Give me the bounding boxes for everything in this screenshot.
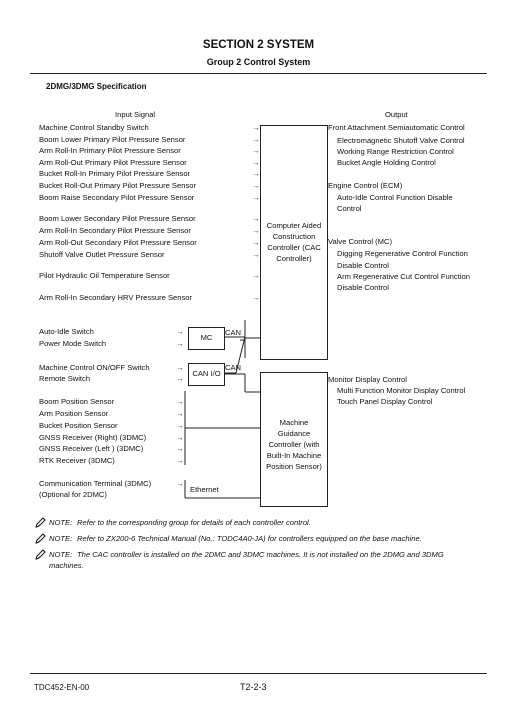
guidance-label-3: Controller (with bbox=[268, 440, 320, 449]
input-signal: Arm Position Sensor bbox=[39, 409, 109, 418]
spec-heading: 2DMG/3DMG Specification bbox=[46, 82, 147, 91]
input-signal: Pilot Hydraulic Oil Temperature Sensor bbox=[39, 271, 170, 280]
input-signal: Machine Control ON/OFF Switch bbox=[39, 363, 150, 372]
note-text: Refer to ZX200-6 Technical Manual (No.: TODC4A0-JA) for controllers equipped on the base machine. bbox=[77, 534, 422, 543]
input-column-header: Input Signal bbox=[115, 110, 156, 119]
arrow-glyph: → bbox=[176, 409, 184, 418]
pencil-note-icon bbox=[34, 548, 46, 560]
ethernet-label: Ethernet bbox=[190, 485, 219, 494]
note-text: Refer to the corresponding group for details of each controller control. bbox=[77, 518, 311, 527]
can-label-2: CAN bbox=[225, 363, 242, 372]
input-signal: Machine Control Standby Switch bbox=[39, 123, 149, 132]
output-item: Monitor Display Control bbox=[328, 375, 407, 384]
group-title: Group 2 Control System bbox=[206, 57, 311, 67]
output-item: Engine Control (ECM) bbox=[328, 181, 403, 190]
arrow-glyph: → bbox=[252, 238, 260, 247]
arrow-glyph: → bbox=[176, 339, 184, 348]
input-signal: Auto-Idle Switch bbox=[39, 327, 94, 336]
arrow-glyph: → bbox=[252, 146, 260, 155]
cac-label-4: Controller) bbox=[276, 254, 312, 263]
can-label-1: CAN bbox=[225, 328, 242, 337]
input-signal: RTK Receiver (3DMC) bbox=[39, 456, 115, 465]
guidance-label-2: Guidance bbox=[277, 429, 311, 438]
input-signal: Bucket Roll-Out Primary Pilot Pressure Sensor bbox=[39, 181, 196, 190]
footer-rule bbox=[30, 673, 487, 674]
output-item: Disable Control bbox=[337, 283, 389, 292]
input-signal: Boom Raise Secondary Pilot Pressure Sensor bbox=[39, 193, 195, 202]
input-signal: Remote Switch bbox=[39, 374, 91, 383]
document-id: TDC452-EN-00 bbox=[34, 683, 90, 692]
output-item: Control bbox=[337, 204, 362, 213]
arrow-glyph: → bbox=[252, 181, 260, 190]
pencil-note-icon bbox=[34, 532, 46, 544]
arrow-glyph: → bbox=[176, 444, 184, 453]
guidance-label-5: Position Sensor) bbox=[266, 462, 322, 471]
arrow-glyph: → bbox=[252, 169, 260, 178]
arrow-glyph: → bbox=[176, 397, 184, 406]
cac-label-3: Controller (CAC bbox=[267, 243, 321, 252]
arrow-glyph: → bbox=[252, 193, 260, 202]
arrow-glyph: → bbox=[176, 421, 184, 430]
cac-label-1: Computer Aided bbox=[266, 221, 322, 230]
note-label: NOTE: bbox=[49, 534, 73, 543]
output-item: Arm Regenerative Cut Control Function bbox=[337, 272, 470, 281]
note-label: NOTE: bbox=[49, 518, 73, 527]
output-item: Electromagnetic Shutoff Valve Control bbox=[337, 136, 465, 145]
arrow-glyph: → bbox=[252, 123, 260, 132]
output-item: Front Attachment Semiautomatic Control bbox=[328, 123, 465, 132]
note-label: NOTE: bbox=[49, 550, 73, 559]
input-signal: (Optional for 2DMC) bbox=[39, 490, 107, 499]
arrow-glyph: → bbox=[176, 433, 184, 442]
output-item: Touch Panel Display Control bbox=[337, 397, 433, 406]
output-item: Disable Control bbox=[337, 261, 389, 270]
output-item: Valve Control (MC) bbox=[328, 237, 392, 246]
section-title: SECTION 2 SYSTEM bbox=[202, 39, 315, 51]
input-signal: Arm Roll-Out Secondary Pilot Pressure Sensor bbox=[39, 238, 197, 247]
canio-box bbox=[188, 363, 225, 386]
output-item: Multi Function Monitor Display Control bbox=[337, 386, 466, 395]
arrow-glyph: → bbox=[252, 158, 260, 167]
output-column-header: Output bbox=[385, 110, 408, 119]
input-signal: Shutoff Valve Outlet Pressure Sensor bbox=[39, 250, 165, 259]
output-item: Auto-Idle Control Function Disable bbox=[337, 193, 453, 202]
output-item: Digging Regenerative Control Function bbox=[337, 249, 468, 258]
arrow-glyph: → bbox=[176, 327, 184, 336]
guidance-label-4: Built-In Machine bbox=[266, 451, 322, 460]
note-text: The CAC controller is installed on the 2DMC and 3DMC machines. It is not installed on the 2DMG and 3DMG bbox=[77, 550, 444, 559]
input-signal: Arm Roll-In Secondary HRV Pressure Sensor bbox=[39, 293, 193, 302]
arrow-glyph: → bbox=[252, 271, 260, 280]
page-number: T2-2-3 bbox=[240, 682, 267, 692]
input-signal: GNSS Receiver (Left ) (3DMC) bbox=[39, 444, 144, 453]
mc-controller-box bbox=[188, 327, 225, 350]
input-signal: Bucket Roll-In Primary Pilot Pressure Sensor bbox=[39, 169, 191, 178]
input-signal: Arm Roll-In Secondary Pilot Pressure Sensor bbox=[39, 226, 191, 235]
guidance-controller-box bbox=[260, 372, 328, 507]
guidance-label-1: Machine bbox=[279, 418, 309, 427]
input-signal: Boom Position Sensor bbox=[39, 397, 115, 406]
input-signal: Bucket Position Sensor bbox=[39, 421, 118, 430]
arrow-glyph: → bbox=[252, 293, 260, 302]
input-signal: Communication Terminal (3DMC) bbox=[39, 479, 152, 488]
input-signal: Arm Roll-In Primary Pilot Pressure Sensor bbox=[39, 146, 181, 155]
arrow-glyph: → bbox=[252, 250, 260, 259]
cac-label-2: Construction bbox=[272, 232, 316, 241]
arrow-glyph: → bbox=[176, 374, 184, 383]
arrow-glyph: → bbox=[176, 479, 184, 488]
arrow-glyph: → bbox=[252, 214, 260, 223]
note-text-continued: machines. bbox=[49, 561, 84, 570]
arrow-glyph: → bbox=[176, 363, 184, 372]
input-signal: Power Mode Switch bbox=[39, 339, 107, 348]
arrow-glyph: → bbox=[252, 226, 260, 235]
cac-controller-box bbox=[260, 125, 328, 360]
input-signal: Arm Roll-Out Primary Pilot Pressure Sensor bbox=[39, 158, 187, 167]
input-signal: Boom Lower Secondary Pilot Pressure Sensor bbox=[39, 214, 196, 223]
canio-label: CAN I/O bbox=[192, 369, 221, 378]
input-signal: Boom Lower Primary Pilot Pressure Sensor bbox=[39, 135, 186, 144]
mc-label: MC bbox=[200, 333, 213, 342]
arrow-glyph: → bbox=[252, 135, 260, 144]
output-item: Working Range Restriction Control bbox=[337, 147, 454, 156]
pencil-note-icon bbox=[34, 516, 46, 528]
output-item: Bucket Angle Holding Control bbox=[337, 158, 436, 167]
arrow-glyph: → bbox=[176, 456, 184, 465]
input-signal: GNSS Receiver (Right) (3DMC) bbox=[39, 433, 147, 442]
